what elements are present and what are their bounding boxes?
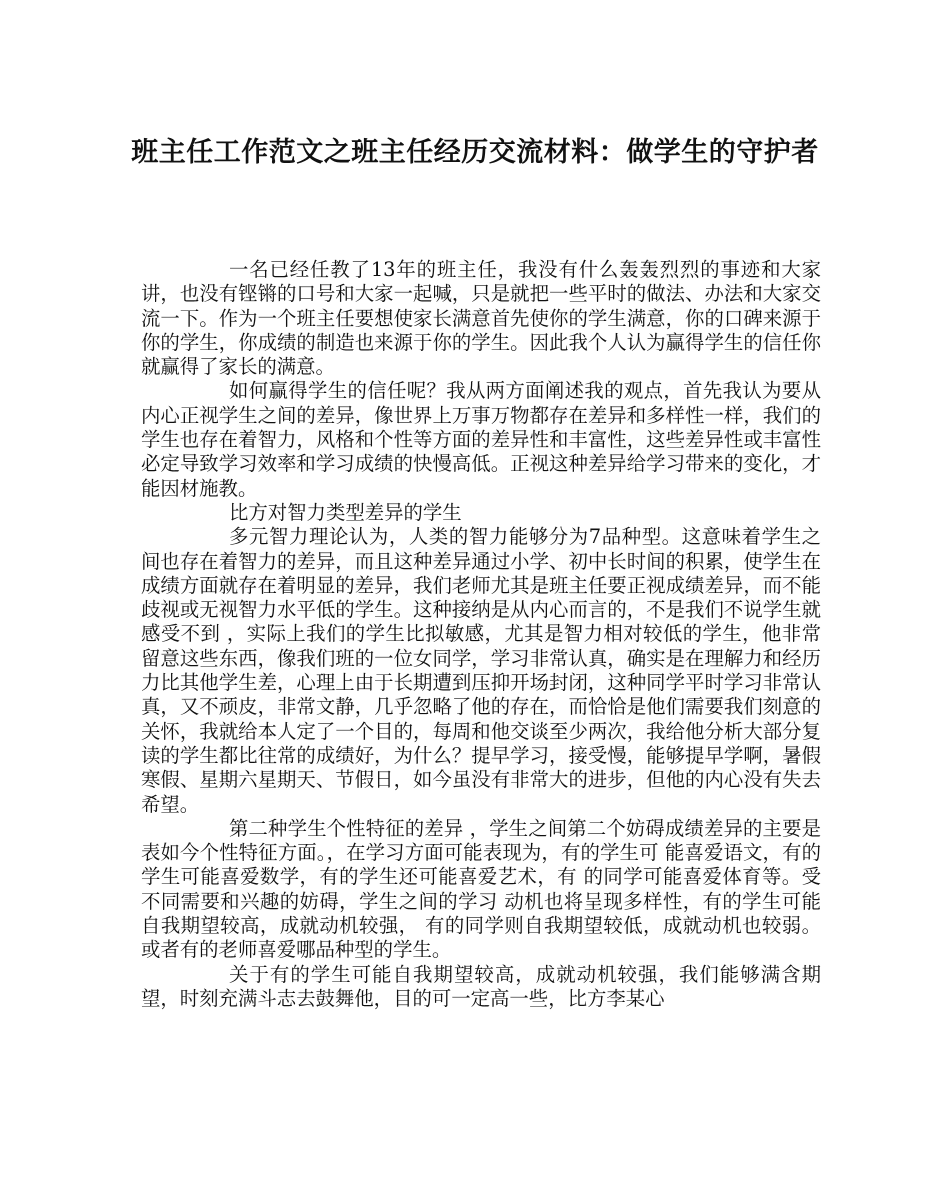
paragraph-1: 一名已经任教了13年的班主任，我没有什么轰轰烈烈的事迹和大家讲，也没有铿锵的口号和大家一起喊，只是就把一些平时的做法、办法和大家交流一下。作为一个班主任要想使家长满意首先使你的学生满意，你的口碑来源于你的学生，你成绩的制造也来源于你的学生。因此我个人认为赢得学生的信任你就赢得了家长的满意。 — [141, 258, 821, 379]
paragraph-5: 关于有的学生可能自我期望较高，成就动机较强，我们能够满含期望，时刻充满斗志去鼓舞他，目的可一定高一些，比方李某心 — [141, 962, 821, 1010]
paragraph-4: 第二种学生个性特征的差异 ，学生之间第二个妨碍成绩差异的主要是表如今个性特征方面。，在学习方面可能表现为，有的学生可 能喜爱语文，有的学生可能喜爱数学，有的学生还可能喜爱艺术，有 的同学可能喜爱体育等。受不同需要和兴趣的妨碍，学生之间的学习 动机也将呈现多样性，有的学生可能自我期望较高，成就动机较强， 有的同学则自我期望较低，成就动机也较弱。或者有的老师喜爱哪品种型的学生。 — [141, 816, 821, 962]
document-body — [141, 258, 821, 1011]
paragraph-3: 多元智力理论认为，人类的智力能够分为7品种型。这意味着学生之间也存在着智力的差异，而且这种差异通过小学、初中长时间的积累，使学生在成绩方面就存在着明显的差异，我们老师尤其是班主任要正视成绩差异，而不能歧视或无视智力水平低的学生。这种接纳是从内心而言的，不是我们不说学生就感受不到 ，实际上我们的学生比拟敏感，尤其是智力相对较低的学生，他非常留意这些东西，像我们班的一位女同学，学习非常认真，确实是在理解力和经历力比其他学生差，心理上由于长期遭到压抑开场封闭，这种同学平时学习非常认真，又不顽皮，非常文静，几乎忽略了他的存在，而恰恰是他们需要我们刻意的关怀，我就给本人定了一个目的，每周和他交谈至少两次，我给他分析大部分复读的学生都比往常的成绩好，为什么？提早学习，接受慢，能够提早学啊，暑假寒假、星期六星期天、节假日，如今虽没有非常大的进步，但他的内心没有失去希望。 — [141, 525, 821, 816]
document-title: 班主任工作范文之班主任经历交流材料：做学生的守护者 — [131, 137, 819, 168]
paragraph-2: 如何赢得学生的信任呢？我从两方面阐述我的观点，首先我认为要从内心正视学生之间的差异，像世界上万事万物都存在差异和多样性一样，我们的学生也存在着智力，风格和个性等方面的差异性和丰富性，这些差异性或丰富性必定导致学习效率和学习成绩的快慢高低。正视这种差异给学习带来的变化，才能因材施教。 — [141, 379, 821, 500]
section-heading-intelligence: 比方对智力类型差异的学生 — [229, 500, 462, 524]
